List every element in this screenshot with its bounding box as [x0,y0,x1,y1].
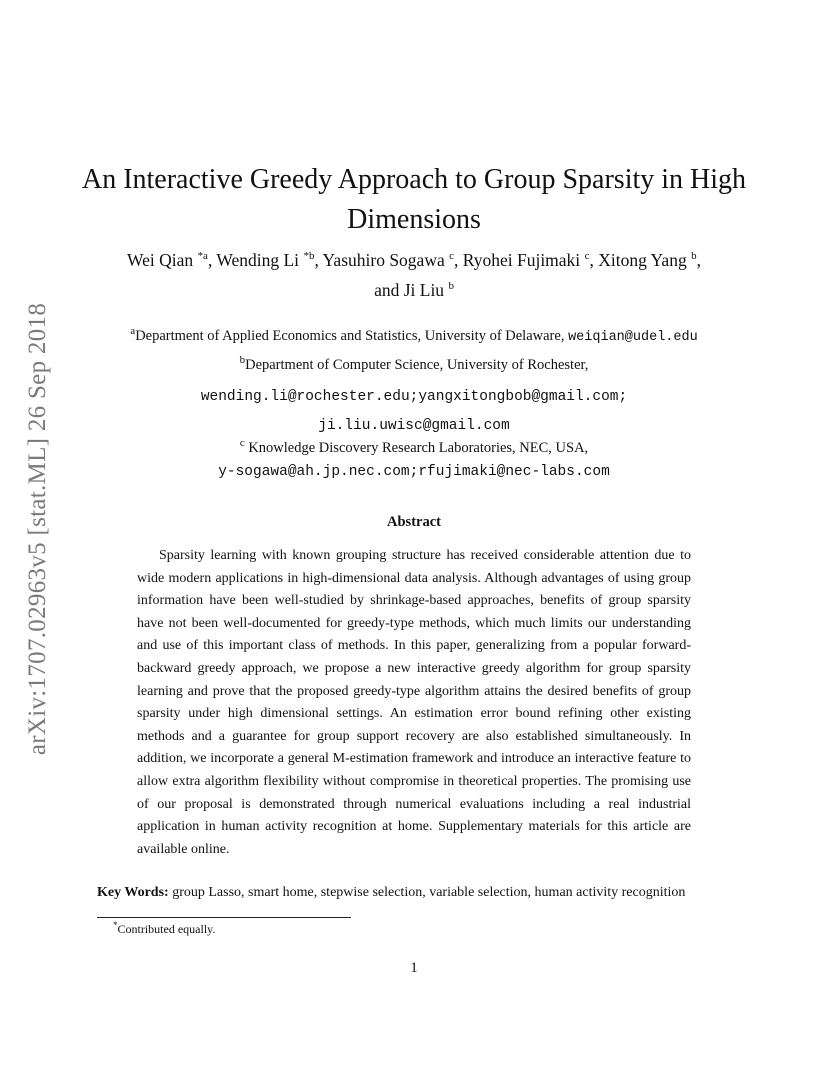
author-list [70,245,758,305]
email-link[interactable]: weiqian@udel.edu [568,330,698,345]
email-link[interactable]: y-sogawa@ah.jp.nec.com;rfujimaki@nec-labs.com [218,464,610,480]
author: Ryohei Fujimaki $^c$, [462,250,599,270]
keywords-label: Key Words: [97,885,169,900]
affiliation-b: $^b$Department of Computer Science, University of Rochester, [239,354,589,373]
affiliation-a: $^a$Department of Applied Economics and Statistics, University of Delaware, weiqian@udel.edu [130,325,698,345]
page-number: 1 [410,960,418,976]
abstract-heading: Abstract [387,514,441,530]
author: Wending Li $^{*b}$, [216,250,323,270]
keywords [97,883,737,903]
paper-title: An Interactive Greedy Approach to Group Sparsity in High Dimensions [81,164,747,235]
email-link[interactable]: ji.liu.uwisc@gmail.com [318,418,510,434]
author: and Ji Liu $^b$ [374,280,454,300]
footnote: *Contributed equally. [113,920,216,936]
author: Wei Qian $^{*a}$, [127,250,217,270]
affiliation-c: $^c$ Knowledge Discovery Research Laboratories, NEC, USA, [239,437,589,456]
author: Xitong Yang $^b$, [598,250,701,270]
arxiv-identifier-text: arXiv:1707.02963v5 [stat.ML] 26 Sep 2018 [24,302,52,756]
abstract-body: Sparsity learning with known grouping structure has received considerable attention due to wide modern applications in high-dimensional data analysis. Although advantages of using group information have been well-studied by shrinkage-based approaches, benefits of group sparsity have not been well-documented for greedy-type methods, which much limits our understanding and use of this important class of methods. In this paper, generalizing from a popular forward-backward greedy approach, we propose a new interactive greedy algorithm for group sparsity learning and prove that the proposed greedy-type algorithm attains the desired benefits of group sparsity under high dimensional settings. An estimation error bound refining other existing methods and a guarantee for group support recovery are also established simultaneously. In addition, we incorporate a general M-estimation framework and introduce an interactive feature to allow extra algorithm flexibility without compromise in theoretical properties. The promising use of our proposal is demonstrated through numerical evaluations including a real industrial application in human activity recognition at home. Supplementary materials for this article are available online. [137,548,691,857]
email-link[interactable]: wending.li@rochester.edu;yangxitongbob@gmail.com; [200,389,628,405]
author: Yasuhiro Sogawa $^c$, [322,250,463,270]
footnote-divider [97,917,351,918]
keywords-text: group Lasso, smart home, stepwise selection, variable selection, human activity recognition [168,885,686,900]
